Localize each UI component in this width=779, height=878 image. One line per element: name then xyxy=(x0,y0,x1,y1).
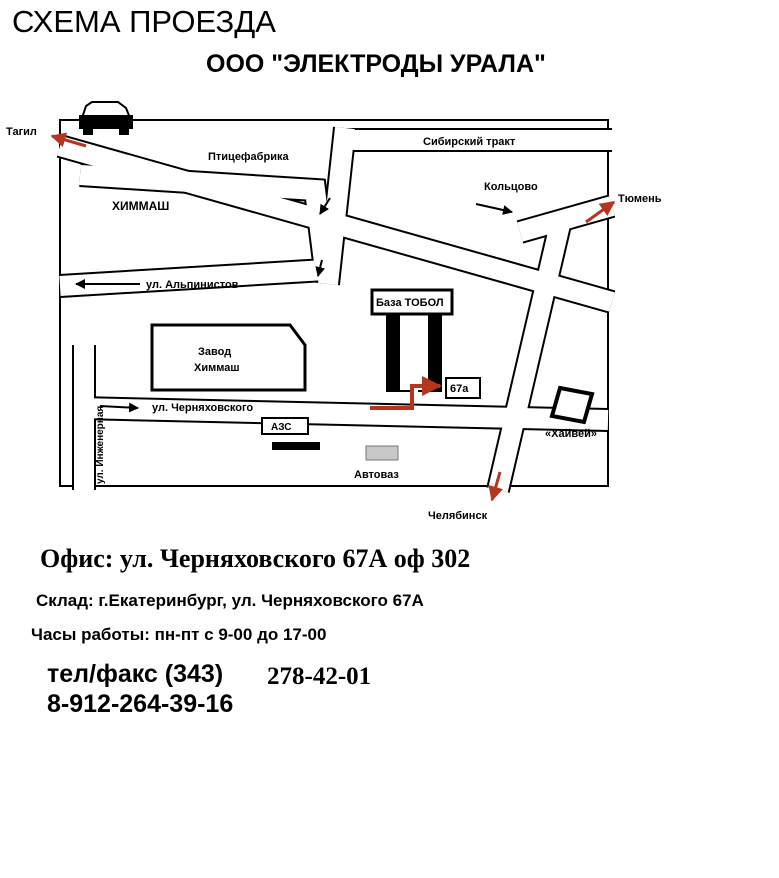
khaivei-building xyxy=(552,388,592,422)
working-hours: Часы работы: пн-пт с 9-00 до 17-00 xyxy=(31,625,327,644)
label-zavod-khimmash: Химмаш xyxy=(194,362,240,374)
label-azs: АЗС xyxy=(271,422,292,433)
azs-canopy xyxy=(272,442,320,450)
office-address: Офис: ул. Черняховского 67А оф 302 xyxy=(40,544,471,573)
label-chelyabinsk: Челябинск xyxy=(428,510,488,522)
label-tagil: Тагил xyxy=(6,126,37,138)
label-67a: 67а xyxy=(450,383,469,395)
avtovaz-building xyxy=(366,446,398,460)
page-title: СХЕМА ПРОЕЗДА xyxy=(12,4,276,39)
company-name: ООО "ЭЛЕКТРОДЫ УРАЛА" xyxy=(206,50,546,78)
label-tyumen: Тюмень xyxy=(618,193,662,205)
warehouse-address: Склад: г.Екатеринбург, ул. Черняховского 67А xyxy=(36,591,424,610)
label-baza-tobol: База ТОБОЛ xyxy=(376,297,444,309)
label-zavod: Завод xyxy=(198,346,232,358)
phone-fax-number: 278-42-01 xyxy=(267,663,372,690)
label-ul-inzhenernaya: ул. Инженерная xyxy=(95,405,106,484)
label-ptitsefabrika: Птицефабрика xyxy=(208,151,289,163)
label-koltsovo: Кольцово xyxy=(484,181,538,193)
label-khaivei: «Хайвей» xyxy=(545,428,597,440)
label-sibirsky-trakt: Сибирский тракт xyxy=(423,136,516,148)
label-khimmash: ХИММАШ xyxy=(112,199,170,213)
label-avtovaz: Автоваз xyxy=(354,469,399,481)
route-map xyxy=(0,95,779,535)
phone-fax-label: тел/факс (343) xyxy=(47,660,224,688)
label-ul-chernyakhovskogo: ул. Черняховского xyxy=(152,402,254,414)
label-ul-alpinistov: ул. Альпинистов xyxy=(146,279,239,291)
mobile-phone: 8-912-264-39-16 xyxy=(47,690,234,718)
